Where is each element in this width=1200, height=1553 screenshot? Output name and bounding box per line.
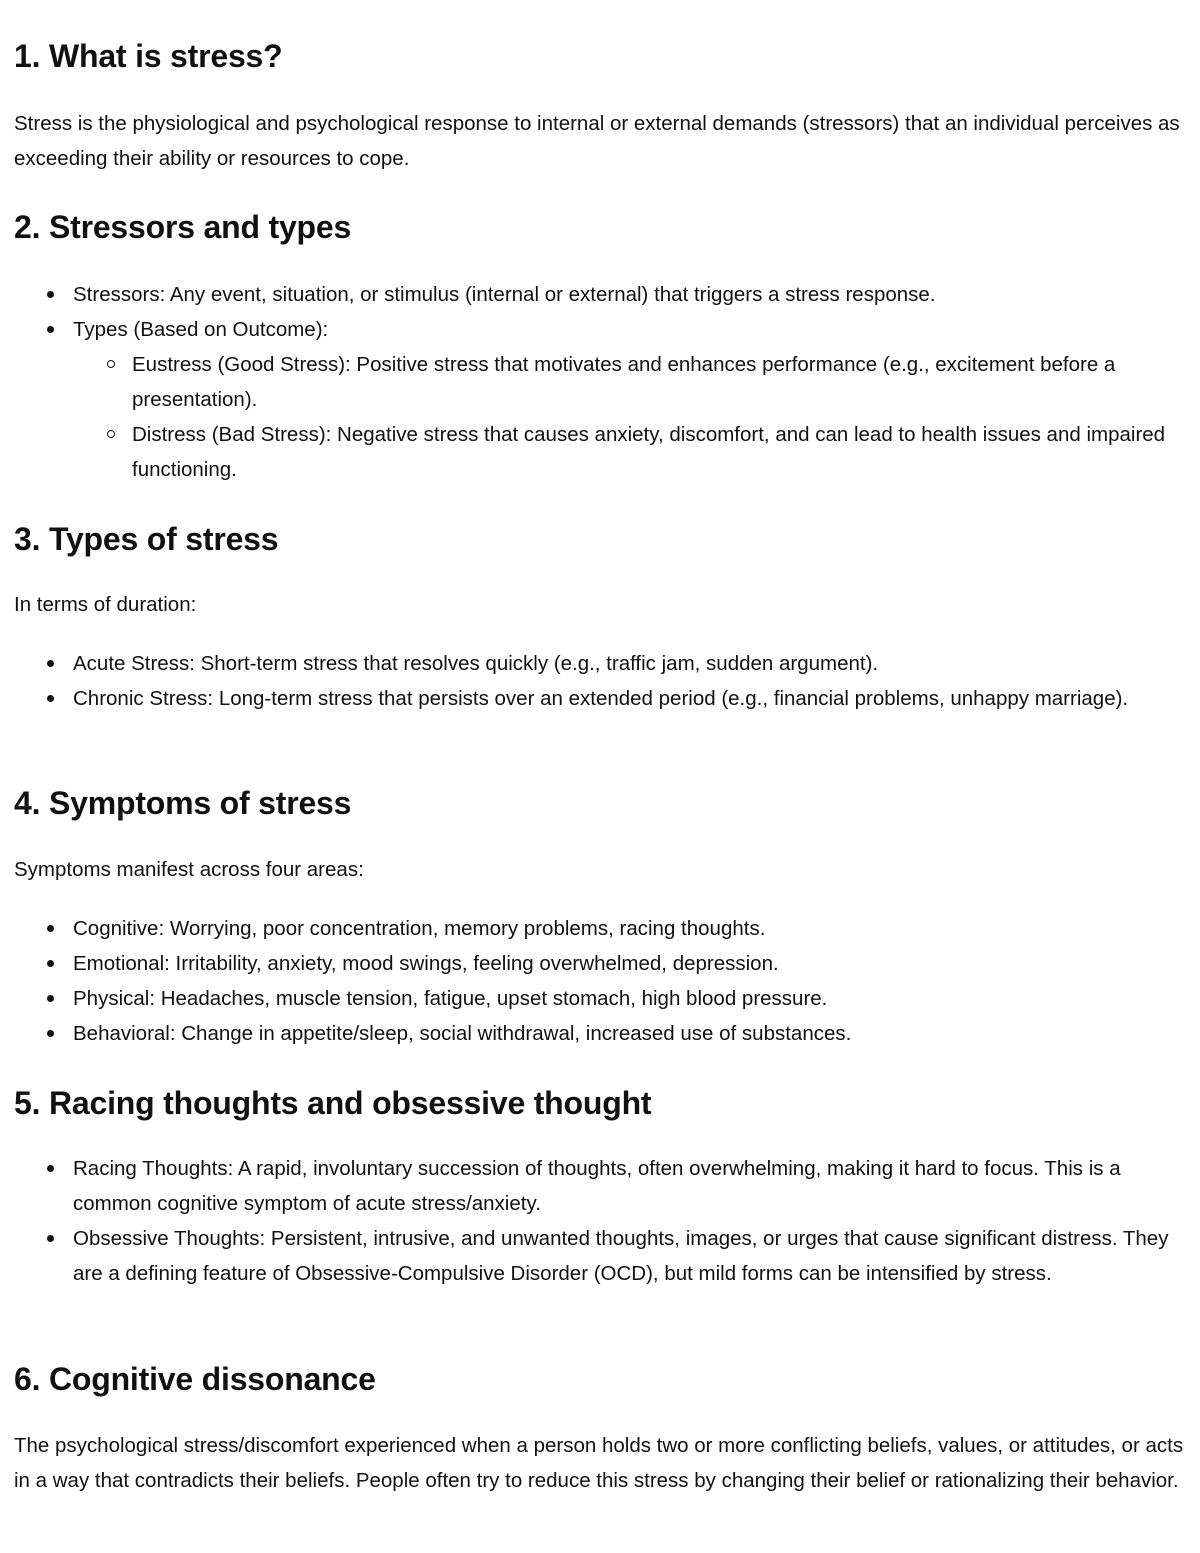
bullet-list [14, 277, 1186, 487]
list-item: Acute Stress: Short-term stress that resolves quickly (e.g., traffic jam, sudden argument). [14, 646, 1186, 681]
sub-bullet-list [73, 347, 1186, 487]
list-item-text: Types (Based on Outcome): [73, 318, 329, 341]
section-heading: 3. Types of stress [14, 521, 279, 557]
list-item: Chronic Stress: Long-term stress that persists over an extended period (e.g., financial problems, unhappy marriage). [14, 681, 1186, 716]
list-item: Stressors: Any event, situation, or stimulus (internal or external) that triggers a stress response. [14, 277, 1186, 312]
section-racing-thoughts-list [14, 1151, 1186, 1291]
list-item: Emotional: Irritability, anxiety, mood swings, feeling overwhelmed, depression. [14, 946, 1186, 981]
bullet-list [14, 911, 1186, 1051]
section-heading: 5. Racing thoughts and obsessive thought [14, 1085, 652, 1121]
section-racing-thoughts [14, 1083, 1186, 1123]
section-symptoms-of-stress [14, 783, 1186, 823]
section-paragraph: The psychological stress/discomfort experienced when a person holds two or more conflicting beliefs, values, or attitudes, or acts in a way that contradicts their beliefs. People often try to reduce this stress by changing their belief or rationalizing their behavior. [14, 1434, 1184, 1492]
section-heading: 1. What is stress? [14, 38, 283, 74]
list-item: Physical: Headaches, muscle tension, fatigue, upset stomach, high blood pressure. [14, 981, 1186, 1016]
section-heading: 4. Symptoms of stress [14, 785, 352, 821]
section-cognitive-dissonance-body [14, 1428, 1186, 1498]
section-heading: 6. Cognitive dissonance [14, 1361, 376, 1397]
section-paragraph: Symptoms manifest across four areas: [14, 858, 364, 881]
bullet-list [14, 646, 1186, 716]
section-heading: 2. Stressors and types [14, 209, 352, 245]
section-symptoms-list [14, 911, 1186, 1051]
list-item: Racing Thoughts: A rapid, involuntary succession of thoughts, often overwhelming, making it hard to focus. This is a common cognitive symptom of acute stress/anxiety. [14, 1151, 1186, 1221]
list-item: Obsessive Thoughts: Persistent, intrusive, and unwanted thoughts, images, or urges that cause significant distress. They are a defining feature of Obsessive-Compulsive Disorder (OCD), but mild forms can be intensified by stress. [14, 1221, 1186, 1291]
list-item: Behavioral: Change in appetite/sleep, social withdrawal, increased use of substances. [14, 1016, 1186, 1051]
bullet-list [14, 1151, 1186, 1291]
section-paragraph: Stress is the physiological and psychological response to internal or external demands (stressors) that an individual perceives as exceeding their ability or resources to cope. [14, 112, 1180, 170]
section-stressors-and-types [14, 207, 1186, 247]
section-what-is-stress-body [14, 106, 1186, 176]
sub-list-item: Eustress (Good Stress): Positive stress that motivates and enhances performance (e.g., excitement before a presentation). [73, 347, 1186, 417]
list-item: Cognitive: Worrying, poor concentration, memory problems, racing thoughts. [14, 911, 1186, 946]
sub-list-item: Distress (Bad Stress): Negative stress that causes anxiety, discomfort, and can lead to health issues and impaired functioning. [73, 417, 1186, 487]
section-types-of-stress-list [14, 646, 1186, 716]
section-paragraph: In terms of duration: [14, 593, 197, 616]
section-stressors-list [14, 277, 1186, 487]
section-types-of-stress-intro [14, 587, 1186, 622]
section-types-of-stress [14, 519, 1186, 559]
section-cognitive-dissonance [14, 1359, 1186, 1399]
list-item [14, 312, 1186, 487]
section-symptoms-intro [14, 852, 1186, 887]
section-what-is-stress [14, 36, 1186, 76]
